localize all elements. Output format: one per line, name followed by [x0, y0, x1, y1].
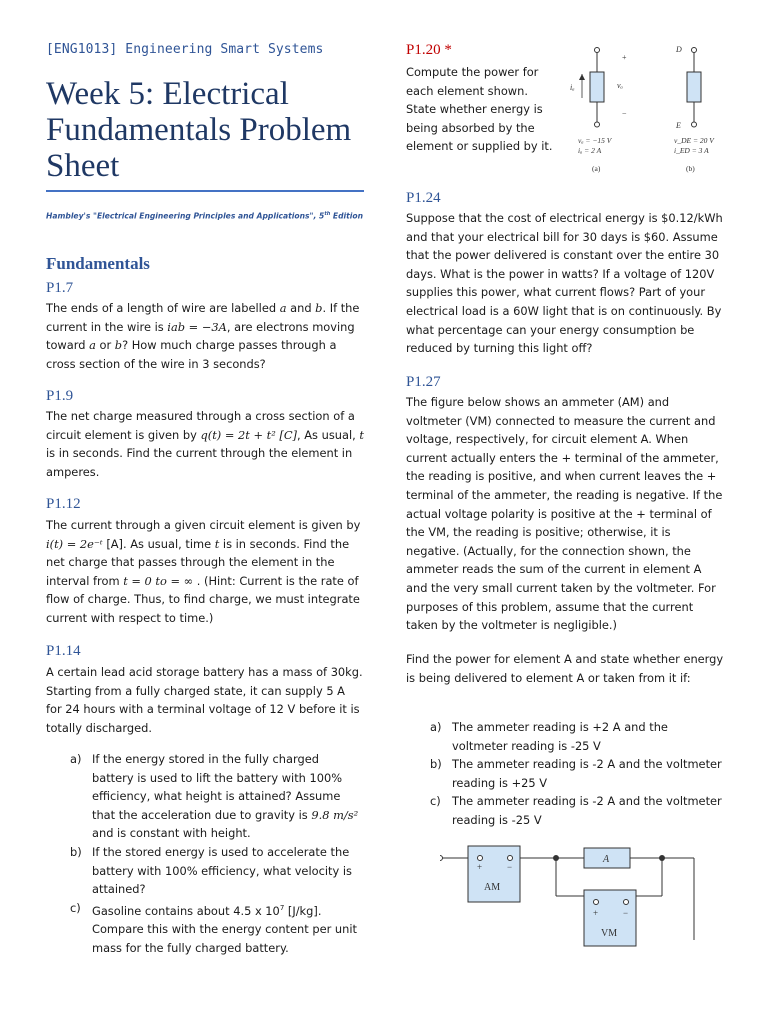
problem-body-p1-27: The figure below shows an ammeter (AM) and voltmeter (VM) connected to measure the current and voltage, respectively, for circuit element A. When current actually enters the + terminal of the ammeter, the reading is positive, and when current leaves the + terminal of the ammeter, the reading is negative. If the actual voltage polarity is positive at the + terminal of the VM, the reading is positive; otherwise, it is negative. (Actually, for the connection shown, the ammeter reads the sum of the current in element A and the very small current taken by the voltmeter. For purposes of this problem, assume that the current taken by the voltmeter is negligible.) — [406, 395, 723, 633]
am-plus: + — [477, 862, 483, 872]
vm-minus: − — [623, 908, 629, 918]
p1-27-subquestions — [406, 718, 726, 830]
caption-a: (a) — [592, 164, 601, 173]
list-item — [406, 718, 726, 755]
reference-pre: Hambley's "Electrical Engineering Principles and Applications", 5 — [46, 211, 325, 221]
problem-body-p1-12 — [46, 516, 364, 628]
p1-9-text: , As usual, — [297, 427, 360, 442]
problem-body2-p1-27: Find the power for element A and state whether energy is being delivered to element A or taken from it if: — [406, 652, 724, 685]
problem-body-p1-14: A certain lead acid storage battery has a mass of 30kg. Starting from a fully charged state, it can supply 5 A for 24 hours with a terminal voltage of 12 V before it is totally discharged. — [46, 665, 363, 735]
item-text: and is constant with height. — [92, 826, 251, 841]
item-label: c) — [70, 900, 81, 915]
p1-14-subquestions — [46, 750, 364, 957]
p1-7-var-b: b — [315, 301, 323, 315]
item-text: The ammeter reading is -2 A and the voltmeter reading is -25 V — [452, 794, 722, 827]
item-label: b) — [430, 757, 442, 772]
problem-id-p1-24: P1.24 — [406, 190, 441, 206]
item-text: [J/kg]. Compare this with the energy content per unit mass for the fully charged battery. — [92, 903, 357, 955]
p1-9-text: The net charge measured through a cross section of a circuit element is given by — [46, 409, 355, 442]
p1-7-math: iab = −3A — [167, 319, 227, 334]
ia-symbol: iₐ — [570, 83, 575, 92]
reference-post: Edition — [330, 211, 364, 221]
ammeter — [468, 846, 520, 902]
problem-id-p1-27: P1.27 — [406, 374, 441, 390]
p1-9-var-t: t — [359, 427, 364, 442]
item-text: Gasoline contains about 4.5 x 10 — [92, 903, 280, 918]
item-text: If the energy stored in the fully charged battery is used to lift the battery with 100% efficiency, what height is attained? Assume that the acceleration due to gravity is — [92, 752, 343, 822]
p1-12-math2: t = 0 to = ∞ — [123, 573, 194, 588]
item-label: b) — [70, 844, 82, 859]
p1-12-text: is in seconds. Find the net charge that passes through the element in the interval from — [46, 536, 350, 588]
problem-id-p1-12: P1.12 — [46, 496, 81, 512]
minus-sign: − — [622, 109, 627, 118]
course-code: [ENG1013] Engineering Smart Systems — [46, 42, 324, 57]
list-item — [406, 755, 726, 792]
va-symbol: vₐ — [617, 81, 623, 90]
ia-value: iₐ = 2 A — [578, 146, 602, 155]
node-d: D — [676, 45, 682, 54]
list-item — [46, 843, 364, 899]
list-item — [46, 899, 364, 958]
p1-7-text: , are electrons moving toward — [46, 319, 355, 353]
item-math: 9.8 m/s² — [311, 807, 359, 822]
p1-9-text: is in seconds. Find the current through the element in amperes. — [46, 446, 353, 479]
title-divider — [46, 190, 364, 192]
p1-7-var-a: a — [279, 301, 287, 315]
textbook-reference — [46, 211, 363, 221]
p1-12-math: i(t) = 2e⁻ᵗ — [46, 536, 103, 551]
va-value: vₐ = −15 V — [578, 136, 612, 145]
p1-7-text: or — [95, 338, 115, 353]
item-text: The ammeter reading is +2 A and the voltmeter reading is -25 V — [452, 720, 668, 753]
problem-id-p1-7: P1.7 — [46, 280, 74, 296]
element-a — [570, 48, 627, 174]
p1-7-text: and — [286, 301, 316, 315]
item-text: The ammeter reading is -2 A and the voltmeter reading is +25 V — [452, 757, 722, 790]
p1-12-var-t: t — [214, 536, 220, 551]
p1-7-text: . If the current in the wire is — [46, 301, 360, 334]
p1-9-math: q(t) = 2t + t² [C] — [200, 427, 298, 442]
item-label: c) — [430, 794, 441, 809]
figure-p1-20 — [566, 40, 726, 180]
p1-7-text: ? How much charge passes through a cross section of the wire in 3 seconds? — [46, 338, 337, 371]
problem-id-p1-14: P1.14 — [46, 643, 81, 659]
vde-value: v_DE = 20 V — [674, 136, 714, 145]
list-item — [46, 750, 364, 843]
item-label: a) — [70, 752, 82, 766]
am-label: AM — [484, 882, 501, 893]
item-label: a) — [430, 720, 442, 734]
page-title: Week 5: Electrical Fundamentals Problem Sheet — [46, 76, 352, 184]
vm-plus: + — [593, 908, 599, 918]
problem-id-p1-9: P1.9 — [46, 388, 74, 404]
p1-7-var-a: a — [89, 338, 96, 353]
reference-sup: th — [324, 211, 331, 217]
node-e: E — [676, 121, 681, 130]
list-item — [406, 792, 726, 829]
element-b — [674, 45, 715, 173]
problem-body-p1-20: Compute the power for each element shown. State whether energy is being absorbed by the element or supplied by it. — [406, 65, 553, 154]
item-text: If the stored energy is used to accelerate the battery with 100% efficiency, what velocity is attained? — [92, 844, 352, 897]
p1-7-var-b: b — [114, 338, 123, 353]
problem-body-p1-7 — [46, 299, 364, 373]
p1-7-text: The ends of a length of wire are labelled — [46, 301, 280, 315]
ied-value: i_ED = 3 A — [674, 146, 709, 155]
p1-12-text: . (Hint: Current is the rate of flow of charge. Thus, to find charge, we must integrate current with respect to time.) — [46, 573, 360, 625]
p1-12-text: [A]. As usual, time — [102, 536, 215, 551]
am-minus: − — [507, 862, 513, 872]
a-label: A — [603, 854, 610, 865]
plus-sign: + — [622, 53, 627, 62]
item-superscript: 7 — [279, 903, 285, 912]
caption-b: (b) — [686, 164, 695, 173]
section-heading: Fundamentals — [46, 254, 150, 273]
p1-12-text: The current through a given circuit element is given by — [46, 518, 361, 532]
problem-body-p1-9 — [46, 407, 364, 481]
problem-id-p1-20: P1.20 * — [406, 42, 452, 58]
problem-body-p1-24: Suppose that the cost of electrical energy is $0.12/kWh and that your electrical bill for 30 days is $60. Assume that the power delivered is constant over the entire 30 days. What is the power in watts? If a voltage of 120V supplies this power, what current flows? Part of your electrical load is a 60W light that is on continuously. By what percentage can your energy consumption be reduced by turning this light off? — [406, 211, 723, 356]
figure-p1-27 — [440, 840, 696, 952]
vm-label: VM — [601, 928, 618, 939]
